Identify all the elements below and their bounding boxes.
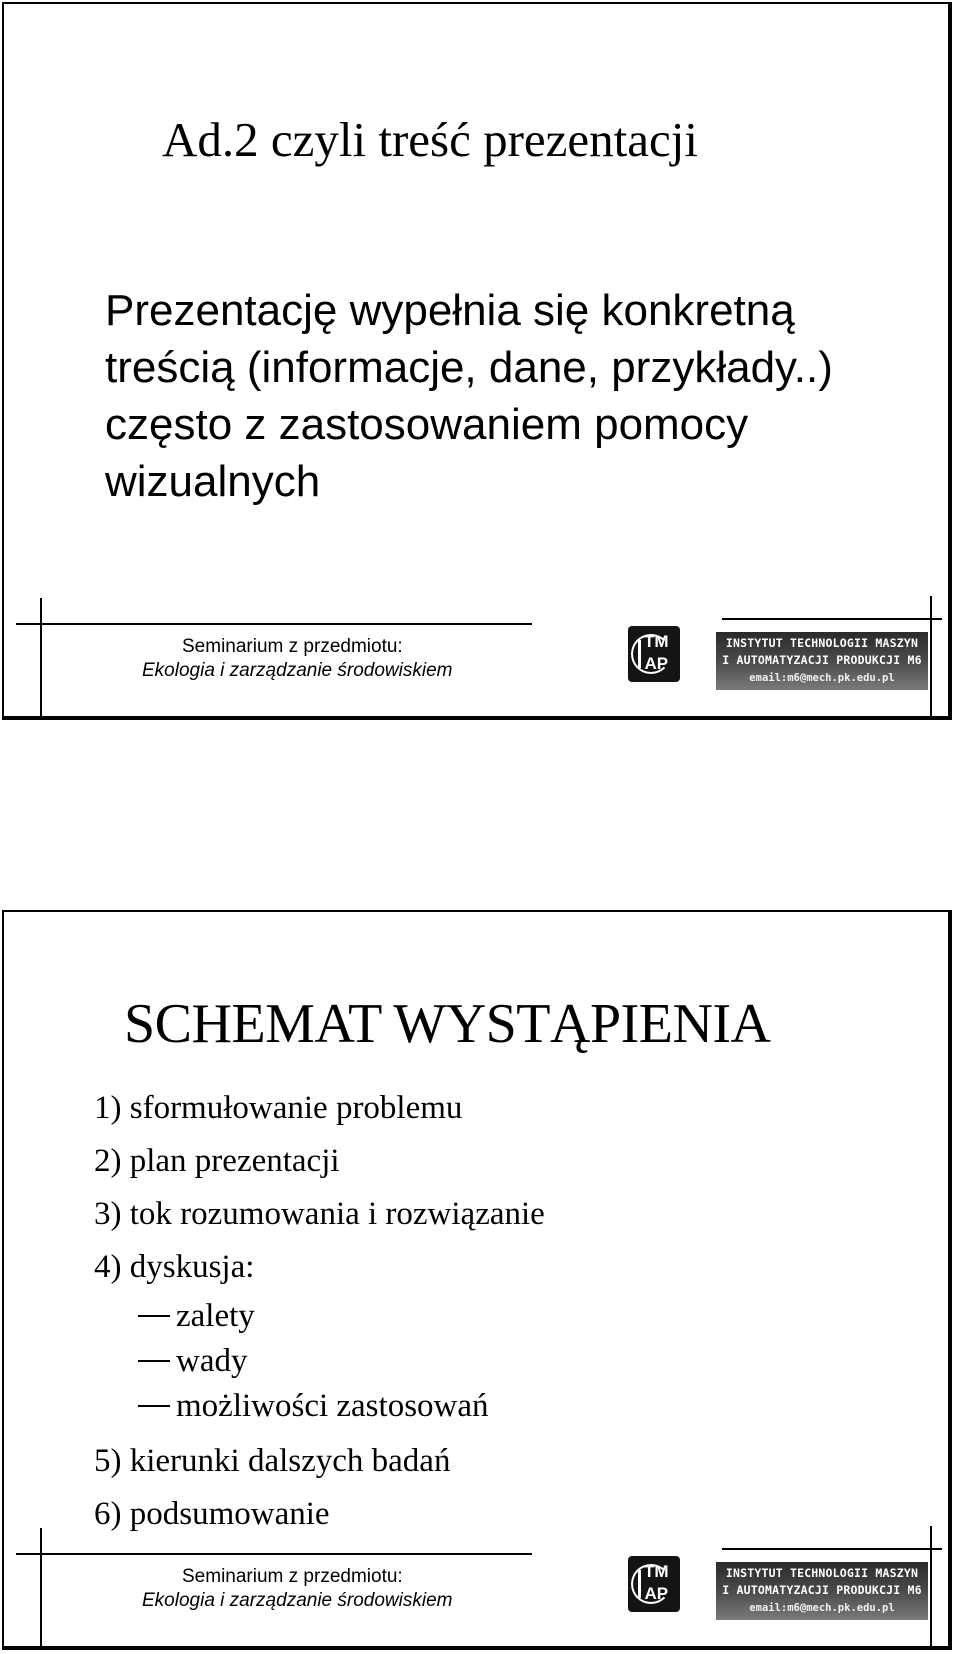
- logo-bar-icon: [638, 640, 641, 668]
- institute-email: email:m6@mech.pk.edu.pl: [749, 672, 895, 684]
- divider: [16, 623, 532, 625]
- slide-title: Ad.2 czyli treść prezentacji: [162, 112, 699, 167]
- body-line: wizualnych: [105, 457, 321, 506]
- outline-item-discussion: [94, 1241, 545, 1435]
- logo-text-top: TM: [644, 1562, 669, 1581]
- institute-banner: [716, 632, 928, 690]
- body-line: treścią (informacje, dane, przykłady..): [105, 343, 833, 392]
- divider: [40, 1528, 42, 1646]
- outline-item: 1) sformułowanie problemu: [94, 1090, 463, 1126]
- itmap-logo: [628, 626, 680, 682]
- body-line: Prezentację wypełnia się konkretną: [105, 286, 795, 335]
- outline-item: 2) plan prezentacji: [94, 1143, 340, 1179]
- institute-email: email:m6@mech.pk.edu.pl: [749, 1602, 895, 1614]
- institute-name-line2: I AUTOMATYZACJI PRODUKCJI M6: [722, 1583, 922, 1597]
- dash-icon: [138, 1405, 170, 1407]
- body-line: często z zastosowaniem pomocy: [105, 400, 749, 449]
- sub-item: zalety: [138, 1294, 545, 1339]
- logo-text-bottom: AP: [644, 1584, 669, 1603]
- slide-body: [105, 282, 833, 510]
- logo-text-top: TM: [644, 632, 669, 651]
- institute-banner: [716, 1562, 928, 1620]
- divider: [930, 596, 932, 716]
- divider: [722, 1548, 942, 1550]
- sub-item: możliwości zastosowań: [138, 1384, 545, 1429]
- logo-bar-icon: [638, 1570, 641, 1598]
- divider: [40, 598, 42, 716]
- slide-footer: [4, 596, 948, 716]
- subject-name: Ekologia i zarządzanie środowiskiem: [142, 1590, 453, 1611]
- divider: [16, 1553, 532, 1555]
- outline-list: [94, 1082, 545, 1541]
- dash-icon: [138, 1360, 170, 1362]
- outline-item: 5) kierunki dalszych badań: [94, 1443, 451, 1479]
- slide-footer: [4, 1526, 948, 1646]
- divider: [930, 1526, 932, 1646]
- institute-name-line1: INSTYTUT TECHNOLOGII MASZYN: [725, 1566, 919, 1580]
- subject-name: Ekologia i zarządzanie środowiskiem: [142, 660, 453, 681]
- divider: [722, 618, 942, 620]
- institute-name-line1: INSTYTUT TECHNOLOGII MASZYN: [725, 636, 919, 650]
- outline-item: 4) dyskusja:: [94, 1249, 255, 1285]
- discussion-sublist: [94, 1294, 545, 1435]
- dash-icon: [138, 1315, 170, 1317]
- seminar-label: Seminarium z przedmiotu:: [182, 636, 403, 657]
- sub-item: wady: [138, 1339, 545, 1384]
- seminar-label: Seminarium z przedmiotu:: [182, 1566, 403, 1587]
- institute-name-line2: I AUTOMATYZACJI PRODUKCJI M6: [722, 653, 922, 667]
- logo-text-bottom: AP: [644, 654, 669, 673]
- itmap-logo: [628, 1556, 680, 1612]
- slide-content: [2, 2, 952, 720]
- slide-title: SCHEMAT WYSTĄPIENIA: [124, 993, 771, 1055]
- outline-item: 3) tok rozumowania i rozwiązanie: [94, 1196, 545, 1232]
- outline-item: 6) podsumowanie: [94, 1496, 330, 1532]
- slide-outline: [2, 910, 952, 1650]
